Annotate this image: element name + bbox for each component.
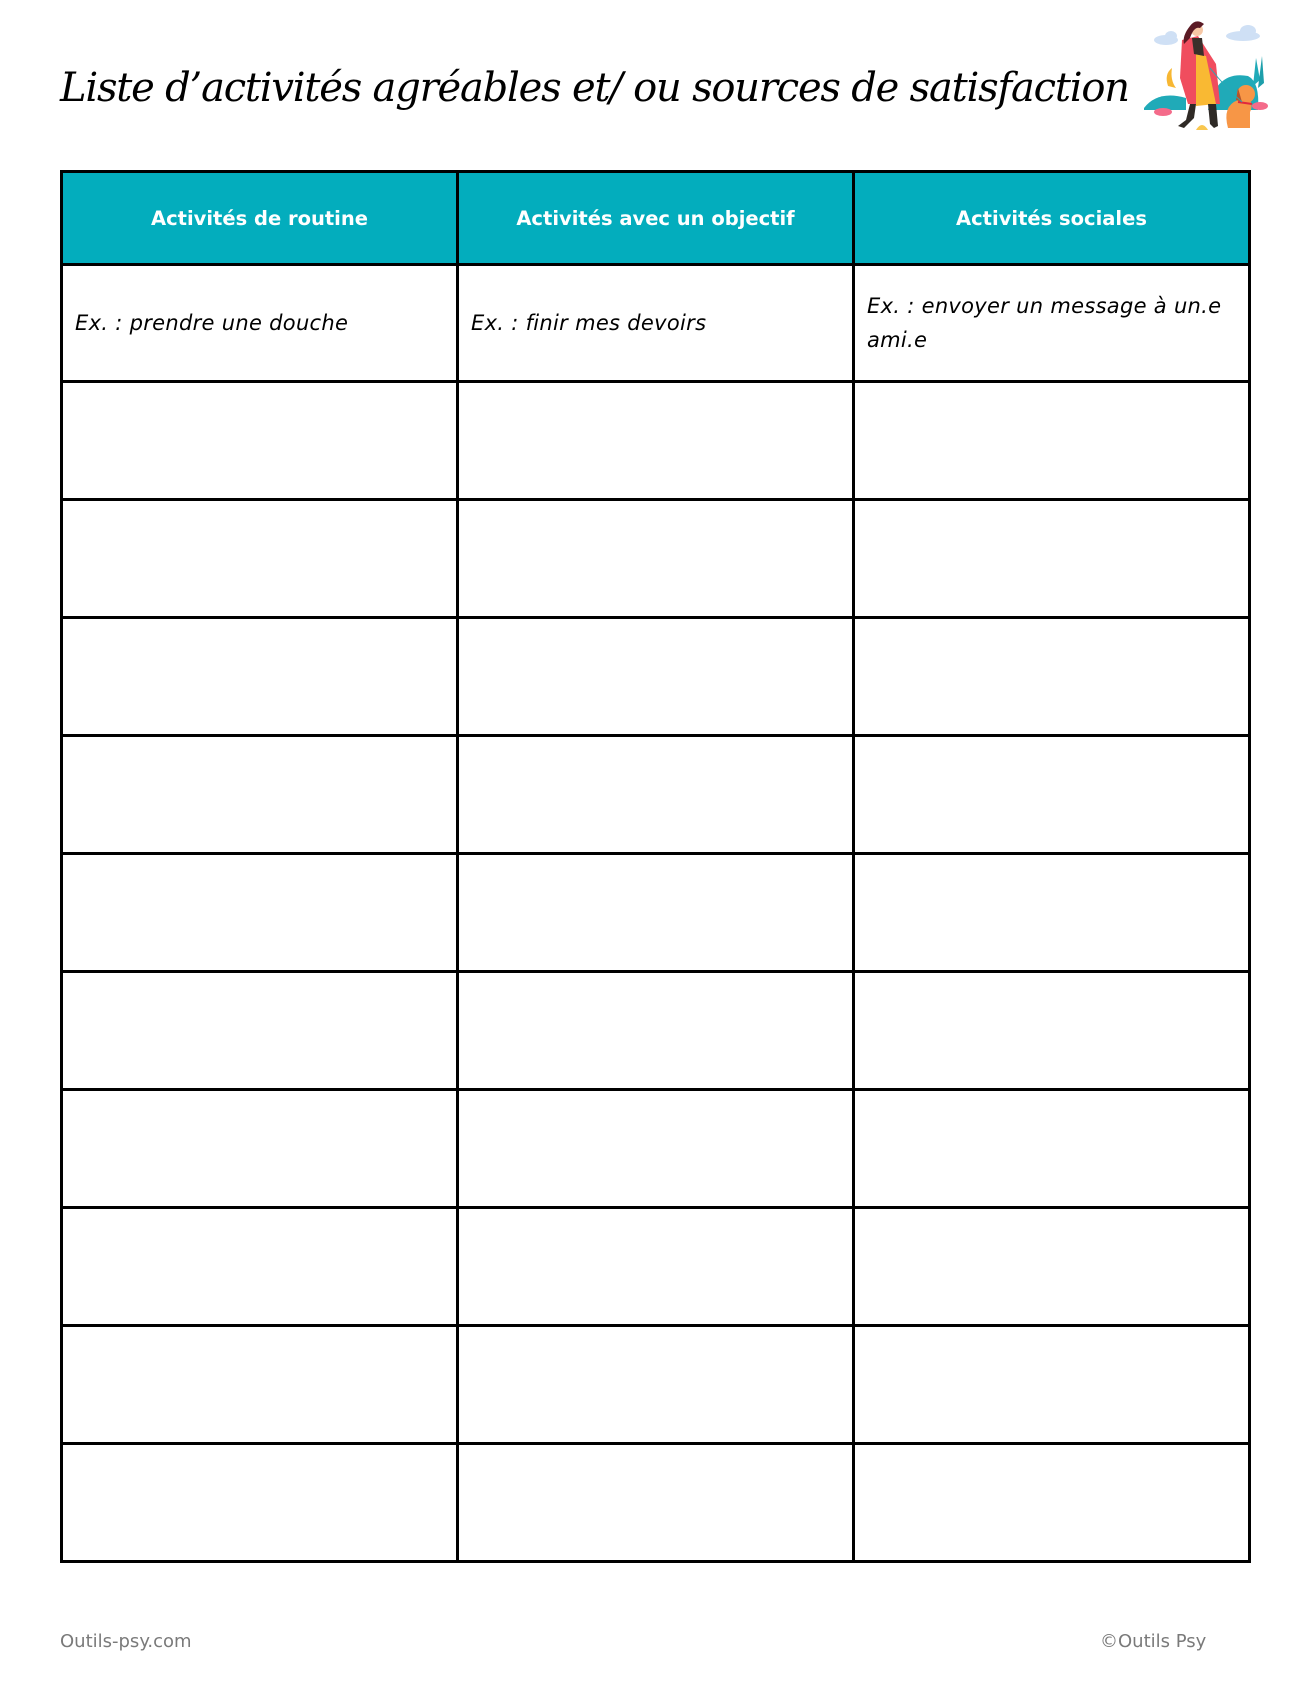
blank-cell-routine[interactable] xyxy=(62,736,458,854)
example-cell-social: Ex. : envoyer un message à un.e ami.e xyxy=(854,265,1250,382)
blank-cell-routine[interactable] xyxy=(62,618,458,736)
blank-cell-social[interactable] xyxy=(854,1444,1250,1562)
table-row xyxy=(62,736,1250,854)
example-cell-routine: Ex. : prendre une douche xyxy=(62,265,458,382)
blank-cell-routine[interactable] xyxy=(62,1326,458,1444)
blank-cell-goal[interactable] xyxy=(458,1208,854,1326)
table-row xyxy=(62,1090,1250,1208)
blank-cell-goal[interactable] xyxy=(458,736,854,854)
blank-cell-routine[interactable] xyxy=(62,854,458,972)
blank-cell-social[interactable] xyxy=(854,500,1250,618)
blank-cell-goal[interactable] xyxy=(458,382,854,500)
blank-cell-goal[interactable] xyxy=(458,500,854,618)
column-header-social: Activités sociales xyxy=(854,172,1250,265)
table-row xyxy=(62,1208,1250,1326)
footer-website: Outils-psy.com xyxy=(60,1631,192,1652)
blank-cell-social[interactable] xyxy=(854,618,1250,736)
column-header-goal: Activités avec un objectif xyxy=(458,172,854,265)
blank-cell-goal[interactable] xyxy=(458,854,854,972)
blank-cell-goal[interactable] xyxy=(458,1326,854,1444)
blank-cell-social[interactable] xyxy=(854,854,1250,972)
example-cell-goal: Ex. : finir mes devoirs xyxy=(458,265,854,382)
page-title: Liste d’activités agréables et/ ou sources de satisfaction xyxy=(60,65,1129,111)
example-row xyxy=(62,265,1250,382)
blank-cell-routine[interactable] xyxy=(62,1090,458,1208)
table-row xyxy=(62,972,1250,1090)
table-row xyxy=(62,618,1250,736)
blank-cell-routine[interactable] xyxy=(62,1208,458,1326)
blank-cell-goal[interactable] xyxy=(458,1090,854,1208)
blank-cell-social[interactable] xyxy=(854,736,1250,854)
blank-cell-social[interactable] xyxy=(854,1208,1250,1326)
blank-cell-routine[interactable] xyxy=(62,1444,458,1562)
table-row xyxy=(62,500,1250,618)
blank-cell-social[interactable] xyxy=(854,972,1250,1090)
blank-cell-goal[interactable] xyxy=(458,618,854,736)
blank-cell-routine[interactable] xyxy=(62,382,458,500)
blank-cell-goal[interactable] xyxy=(458,1444,854,1562)
table-row xyxy=(62,1444,1250,1562)
blank-cell-routine[interactable] xyxy=(62,500,458,618)
table-row xyxy=(62,382,1250,500)
footer-copyright: ©Outils Psy xyxy=(1100,1631,1207,1652)
column-header-routine: Activités de routine xyxy=(62,172,458,265)
table-header-row xyxy=(62,172,1250,265)
table-row xyxy=(62,854,1250,972)
activities-table xyxy=(60,170,1251,1563)
blank-cell-social[interactable] xyxy=(854,1326,1250,1444)
blank-cell-routine[interactable] xyxy=(62,972,458,1090)
table-row xyxy=(62,1326,1250,1444)
blank-cell-social[interactable] xyxy=(854,1090,1250,1208)
woman-walking-dog-illustration xyxy=(1138,8,1270,134)
blank-cell-goal[interactable] xyxy=(458,972,854,1090)
blank-cell-social[interactable] xyxy=(854,382,1250,500)
